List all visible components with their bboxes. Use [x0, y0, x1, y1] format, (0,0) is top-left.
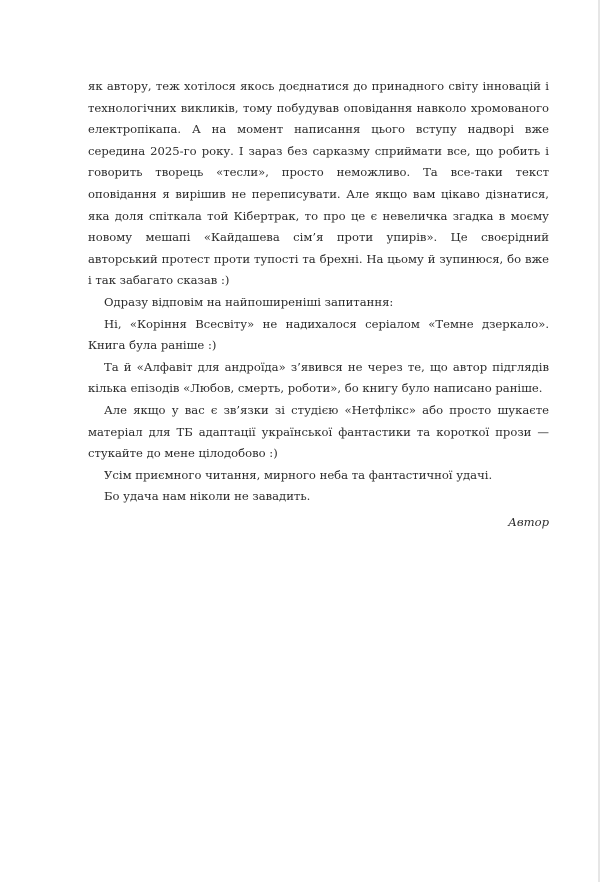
- author-signature: Автор: [508, 514, 549, 529]
- paragraph-netflix: Але якщо у вас є зв’язки зі студією «Нетфлікс» або просто шукаєте матеріал для ТБ адаптації української фантастики та короткої прози — стукайте до мене цілодобово :): [88, 402, 549, 461]
- paragraph-continuation: як автору, теж хотілося якось доєднатися до принадного світу інновацій і технологічних викликів, тому побудував оповідання навколо хромованого електропікапа. А на момент написання цього вступу надворі вже середина 2025-го року. І зараз без сарказму сприймати все, що робить і говорить творець «тесли», просто неможливо. Та все-таки текст оповідання я вирішив не переписувати. Але якщо вам цікаво дізнатися, яка доля спіткала той Кібертрак, то про це є невеличка згадка в моєму новому мешапі «Кайдашева сім’я проти упирів». Це своєрідний авторський протест проти тупості та брехні. На цьому й зупинюся, бо вже і так забагато сказав :): [88, 79, 549, 288]
- paragraph-luck: Бо удача нам ніколи не завадить.: [104, 489, 311, 504]
- paragraph-faq-intro: Одразу відповім на найпоширеніші запитання:: [104, 294, 394, 309]
- paragraph-wishes: Усім приємного читання, мирного неба та фантастичної удачі.: [104, 467, 493, 482]
- paragraph-roots-of-universe: Ні, «Коріння Всесвіту» не надихалося серіалом «Темне дзеркало». Книга була раніше :): [88, 316, 549, 353]
- body-text: [88, 76, 549, 533]
- paragraph-alphabet-android: Та й «Алфавіт для андроїда» з’явився не через те, що автор підглядів кілька епізодів «Любов, смерть, роботи», бо книгу було написано раніше.: [88, 359, 549, 396]
